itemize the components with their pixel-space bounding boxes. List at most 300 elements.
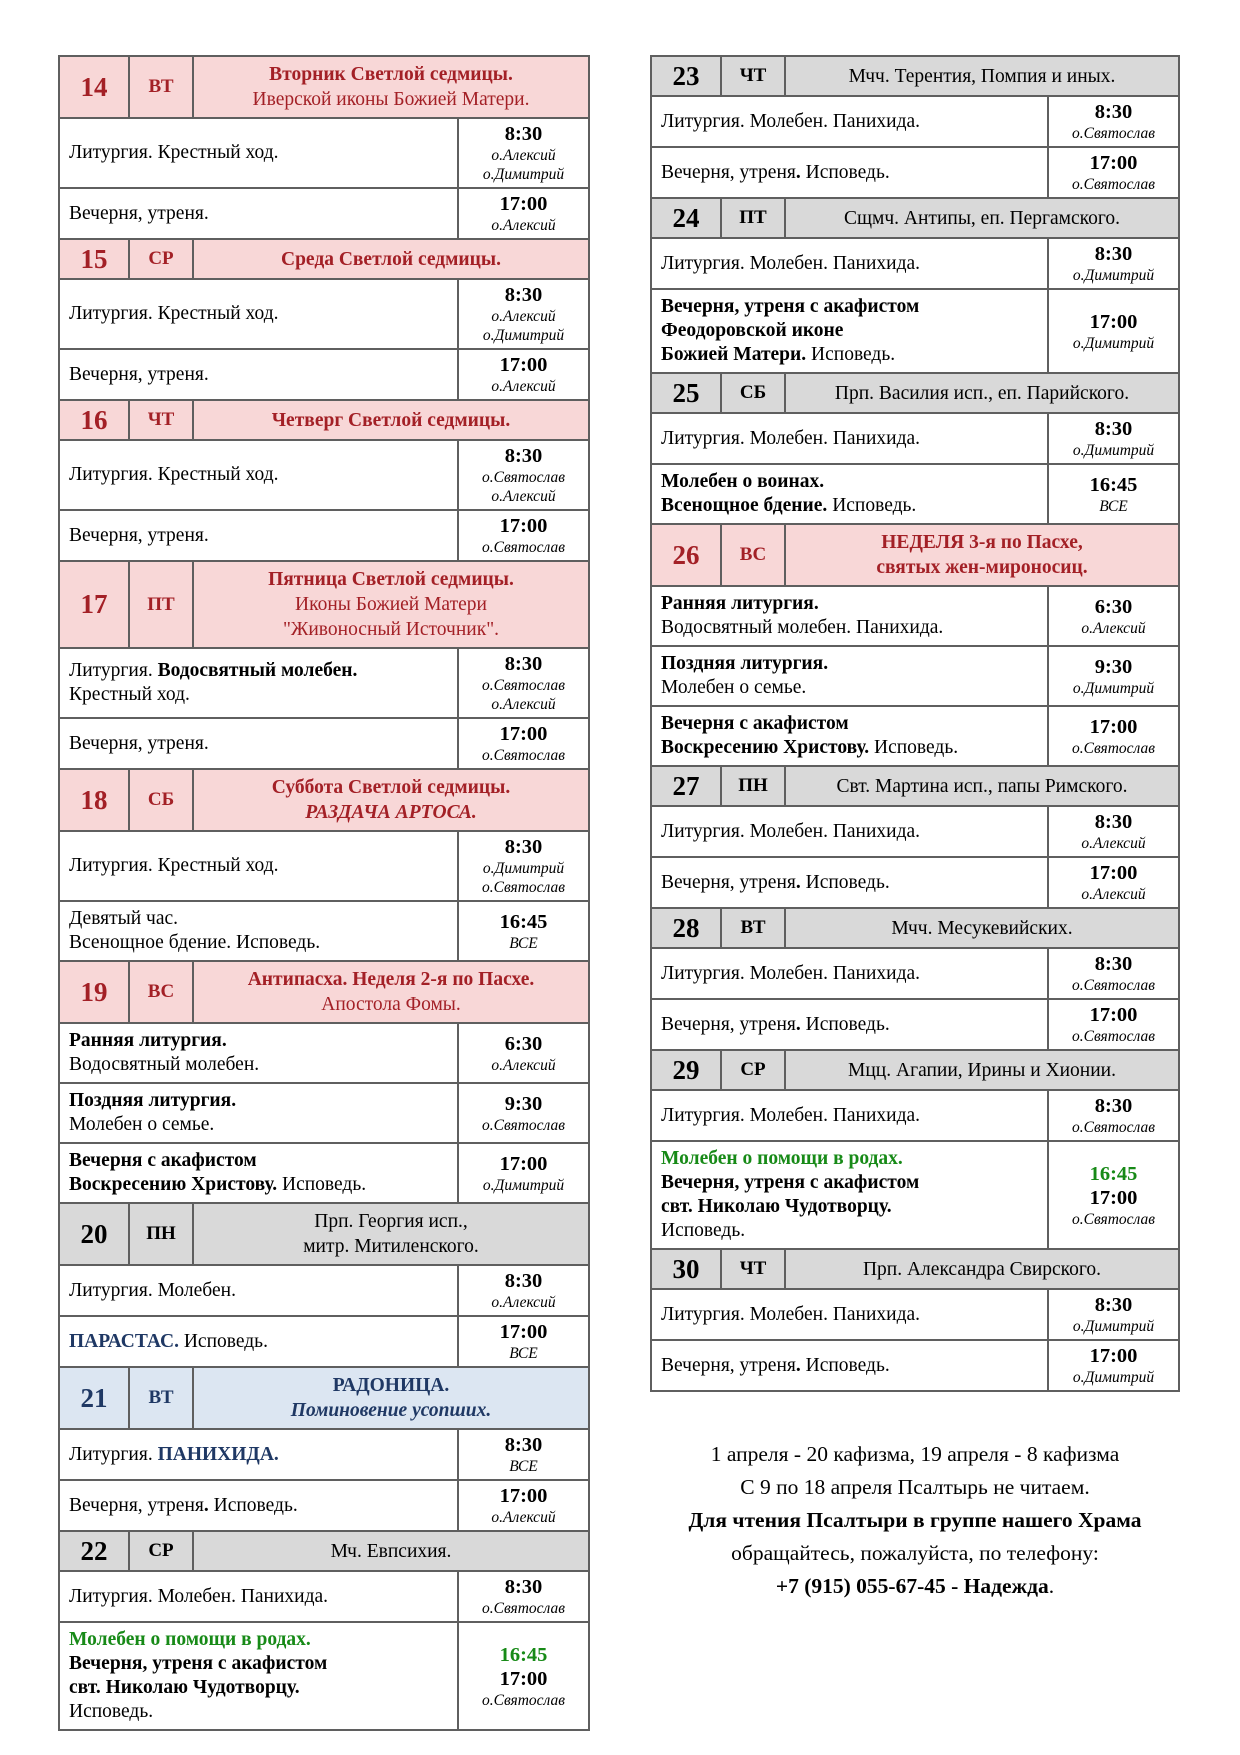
service-time [1047,707,1178,765]
weekday-cell: ВС [720,525,784,585]
feast-title-line [283,617,499,642]
text-segment: Водосвятный молебен. [157,660,358,681]
service-row [650,1339,1180,1392]
text-segment: . [1048,1574,1055,1598]
text-segment: Среда Светлой седмицы. [281,248,501,270]
service-priest: о.Святослав [482,879,565,896]
day-block-14 [58,55,590,240]
service-time [1047,949,1178,998]
service-desc-line [661,712,1041,736]
service-priest: ВСЕ [509,934,538,952]
service-time-value: 6:30 [1094,595,1133,618]
feast-title-line [281,247,501,272]
service-desc-line [69,907,451,931]
service-desc-line [69,141,451,165]
service-desc-line [69,1585,451,1609]
service-row [650,705,1180,767]
feast-title-line [272,775,510,800]
service-desc [652,647,1047,705]
service-time-value: 16:45 [1089,1162,1138,1185]
day-header [58,1366,590,1430]
service-desc-line [69,1700,451,1724]
text-segment: "Живоносный Источник". [282,619,500,640]
service-priest: о.Димитрий [1072,334,1155,352]
service-time [1047,1091,1178,1140]
feast-title-line [849,64,1116,89]
day-block-29 [650,1049,1180,1250]
text-segment: Мчч. Терентия, Помпия и иных. [848,65,1116,87]
service-desc-line [69,1652,451,1676]
text-segment: Литургия. Молебен. Панихида. [69,1585,329,1607]
service-time-value: 17:00 [499,1485,548,1507]
service-desc [652,1341,1047,1390]
service-row [650,856,1180,909]
text-segment: Прп. Александра Свирского. [862,1258,1102,1280]
service-priest: о.Святослав [482,539,565,556]
service-desc-line [69,732,451,756]
service-time-value: 8:30 [1094,1095,1133,1117]
service-priest: о.Алексий [1081,886,1146,903]
service-desc-line [69,463,451,487]
weekday-cell: СР [128,1532,192,1570]
weekday-cell: ПТ [128,562,192,647]
service-desc [652,290,1047,372]
service-priest: ВСЕ [1099,497,1128,515]
text-segment: Мч. Евпсихия. [330,1540,452,1562]
text-segment: Всенощное бдение. [661,495,828,516]
service-time [1047,465,1178,523]
day-block-18 [58,768,590,962]
date-cell: 14 [80,71,108,102]
service-desc-line [661,616,1041,640]
service-priest: о.Святослав [482,1691,565,1709]
feast-title-line [891,916,1072,941]
service-desc [652,858,1047,907]
service-priest: о.Святослав [1072,176,1155,193]
feast-title-line [876,555,1087,580]
feast-title-line [333,1373,450,1398]
text-segment: Антипасха. Неделя 2-я по Пасхе. [247,969,535,990]
service-desc [60,902,457,960]
service-time-value: 6:30 [504,1032,543,1055]
day-header [58,55,590,119]
day-header [58,768,590,832]
date-cell: 16 [80,404,108,435]
service-desc [652,1290,1047,1339]
weekday-cell: ВТ [128,1368,192,1428]
service-time [457,719,588,768]
service-desc-line [69,1053,451,1077]
feast-title [784,1250,1178,1288]
text-segment: РАДОНИЦА. [332,1375,450,1396]
service-desc [60,1481,457,1530]
service-time-value: 17:00 [1089,310,1138,333]
feast-title [784,1051,1178,1089]
service-desc-line [69,1089,451,1113]
text-segment: Исповедь. [800,871,890,893]
weekday-cell: ПТ [720,199,784,237]
service-time [1047,414,1178,463]
service-time [1047,97,1178,146]
service-time-value: 8:30 [1094,101,1133,123]
text-segment: С 9 по 18 апреля Псалтырь не читаем. [740,1475,1090,1499]
service-priest: о.Святослав [1072,1210,1155,1228]
service-time-value: 17:00 [499,193,548,215]
text-segment: 1 апреля - 20 кафизма, 19 апреля - 8 кафизма [710,1442,1120,1466]
service-time-value: 8:30 [1094,243,1133,265]
service-desc [652,949,1047,998]
day-header [650,1248,1180,1290]
feast-title [784,57,1178,95]
feast-title-line [303,1234,479,1259]
text-segment: Вечерня, утреня с акафистом [69,1653,328,1674]
service-time [457,1572,588,1621]
service-time [457,1144,588,1202]
service-time [457,1266,588,1315]
feast-title-line [331,1539,452,1564]
feast-title [192,1532,588,1570]
service-desc-line [69,854,451,878]
service-row [58,1621,590,1731]
feast-title-line [269,62,513,87]
service-desc [60,719,457,768]
service-time [1047,587,1178,645]
day-block-27 [650,765,1180,909]
service-row [58,1428,590,1481]
text-segment: Прп. Василия исп., еп. Парийского. [834,382,1130,404]
feast-title [192,1368,588,1428]
service-time [457,832,588,900]
text-segment: Исповедь. [178,1330,268,1352]
service-priest: о.Димитрий [482,166,565,183]
service-row [650,412,1180,465]
service-desc [652,1091,1047,1140]
text-segment: Литургия. Крестный ход. [69,303,279,324]
day-block-28 [650,907,1180,1051]
text-segment: Вечерня с акафистом [69,1150,257,1171]
service-priest: о.Святослав [1072,1028,1155,1045]
footer-line [650,1471,1180,1504]
day-block-15 [58,238,590,401]
service-desc [60,280,457,348]
footer-note [650,1438,1180,1603]
text-segment: +7 (915) 055-67-45 - Надежда [775,1574,1049,1598]
text-segment: Вечерня, утреня [661,1354,796,1376]
feast-title-line [248,967,535,992]
service-desc-line [661,1354,1041,1378]
service-row [58,439,590,511]
text-segment: обращайтесь, пожалуйста, по телефону: [731,1541,1099,1565]
service-time [457,1430,588,1479]
text-segment: Вечерня, утреня [661,161,796,183]
day-header [58,1202,590,1266]
feast-title [192,962,588,1022]
text-segment: Иверской иконы Божией Матери. [252,89,530,110]
service-time [457,280,588,348]
service-desc-line [661,470,1041,494]
service-desc-line [661,736,1041,760]
text-segment: Божией Матери. [661,344,807,365]
day-header [58,238,590,280]
text-segment: Молебен о помощи в родах. [661,1148,903,1169]
service-priest: о.Алексий [491,1056,556,1074]
feast-title [784,909,1178,947]
service-desc-line [69,1279,451,1303]
service-priest: о.Димитрий [1072,442,1155,459]
service-time-value: 8:30 [504,1434,543,1456]
text-segment: Сщмч. Антипы, еп. Пергамского. [843,207,1121,229]
text-segment: Литургия. Молебен. Панихида. [661,1303,921,1325]
date-cell: 28 [672,912,700,943]
feast-title [192,401,588,439]
service-row [58,1142,590,1204]
feast-title-line [305,800,477,825]
text-segment: Исповедь. [869,737,959,758]
feast-title [192,562,588,647]
service-priest: о.Димитрий [482,1176,565,1194]
service-time-value: 17:00 [499,354,548,376]
service-time [457,511,588,560]
service-row [58,1570,590,1623]
text-segment: Крестный ход. [69,684,190,705]
schedule-column-1 [58,55,590,1731]
service-desc-line [661,343,1041,367]
text-segment: Воскресению Христову. [661,737,870,758]
service-desc-line [661,592,1041,616]
text-segment: . [795,871,801,893]
feast-title-line [881,530,1082,555]
date-cell: 20 [80,1218,108,1249]
feast-title-line [863,1257,1101,1282]
service-time-value: 17:00 [499,723,548,745]
service-time-value: 17:00 [499,1667,548,1690]
service-priest: о.Святослав [482,747,565,764]
weekday-cell: ЧТ [128,401,192,439]
service-desc-line [661,676,1041,700]
text-segment: Водосвятный молебен. [69,1054,260,1075]
text-segment: Феодоровской иконе [661,320,844,341]
day-block-22 [58,1530,590,1731]
service-time-value: 17:00 [1089,715,1138,738]
weekday-cell: СБ [128,770,192,830]
service-priest: о.Святослав [1072,739,1155,757]
service-time [457,1317,588,1366]
day-header [650,907,1180,949]
text-segment: Всенощное бдение. Исповедь. [69,932,321,953]
service-desc-line [69,202,451,226]
text-segment: РАЗДАЧА АРТОСА. [305,802,477,823]
service-priest: о.Святослав [482,1600,565,1617]
service-time [457,189,588,238]
day-block-19 [58,960,590,1204]
text-segment: Ранняя литургия. [69,1030,227,1051]
service-time-value: 8:30 [504,836,543,858]
service-desc-line [661,962,1041,986]
service-row [58,717,590,770]
text-segment: Литургия. Молебен. Панихида. [661,427,921,449]
weekday-cell: ПН [128,1204,192,1264]
date-cell: 17 [80,589,108,619]
service-desc-line [69,1173,451,1197]
text-segment: Вечерня, утреня [661,871,796,893]
service-desc [652,465,1047,523]
text-segment: Воскресению Христову. [69,1174,278,1195]
service-desc [60,350,457,399]
service-priest: о.Святослав [1072,1119,1155,1136]
text-segment: Водосвятный молебен. Панихида. [661,617,944,638]
text-segment: Вечерня, утреня. [69,732,209,754]
day-block-24 [650,197,1180,374]
text-segment: Литургия. Крестный ход. [69,142,279,163]
service-time [1047,1000,1178,1049]
day-block-30 [650,1248,1180,1392]
text-segment: Литургия. Молебен. Панихида. [661,820,921,842]
text-segment: свт. Николаю Чудотворцу. [661,1196,892,1217]
text-segment: Вечерня, утреня с акафистом [661,1172,920,1193]
text-segment: Исповедь. [661,1220,746,1241]
feast-title-line [253,87,530,112]
service-row [58,348,590,401]
feast-title-line [321,992,461,1017]
service-time-value: 17:00 [499,515,548,537]
service-desc-line [661,1219,1041,1243]
service-time [457,1481,588,1530]
service-desc-line [661,1171,1041,1195]
footer-line [650,1537,1180,1570]
service-desc [652,707,1047,765]
service-desc [652,414,1047,463]
service-desc-line [661,1147,1041,1171]
service-desc [652,807,1047,856]
service-time [1047,148,1178,197]
service-priest: о.Димитрий [1072,679,1155,697]
text-segment: Девятый час. [69,908,179,929]
service-row [650,585,1180,647]
service-time-value: 17:00 [1089,152,1138,174]
service-row [650,1140,1180,1250]
service-row [58,1022,590,1084]
service-time [457,1024,588,1082]
service-priest: о.Святослав [1072,977,1155,994]
service-desc-line [69,931,451,955]
service-priest: о.Димитрий [1072,1318,1155,1335]
text-segment: Молебен о воинах. [661,471,825,492]
service-desc-line [69,363,451,387]
text-segment: Исповедь. [208,1494,298,1516]
service-desc-line [69,683,451,707]
weekday-cell: ВС [128,962,192,1022]
day-block-23 [650,55,1180,199]
service-desc [60,1572,457,1621]
service-row [650,95,1180,148]
service-desc [652,148,1047,197]
day-header [58,1530,590,1572]
service-desc-line [661,1303,1041,1327]
text-segment: . [795,161,801,183]
service-desc-line [661,871,1041,895]
feast-title-line [314,1209,468,1234]
service-desc-line [661,494,1041,518]
service-time [457,1084,588,1142]
service-time-value: 8:30 [504,1576,543,1598]
day-header [650,372,1180,414]
service-desc [60,1317,457,1366]
feast-title-line [291,1398,491,1423]
service-priest: о.Святослав [482,677,565,694]
date-cell: 22 [80,1535,108,1566]
text-segment: Вечерня, утреня [661,1013,796,1035]
service-desc-line [661,1195,1041,1219]
text-segment: Литургия. Молебен. Панихида. [661,110,921,132]
service-priest: о.Алексий [491,1294,556,1311]
service-desc [60,119,457,187]
service-priest: о.Алексий [491,1509,556,1526]
service-desc [60,441,457,509]
service-desc-line [69,302,451,326]
date-cell: 26 [672,539,700,570]
service-desc [60,832,457,900]
text-segment: Мчч. Месукевийских. [891,917,1073,939]
service-desc-line [661,110,1041,134]
date-cell: 29 [672,1054,700,1085]
day-header [650,765,1180,807]
service-priest: о.Алексий [1081,835,1146,852]
service-time-value: 17:00 [499,1321,548,1343]
feast-title [192,770,588,830]
text-segment: Пятница Светлой седмицы. [268,569,514,590]
service-row [58,509,590,562]
date-cell: 19 [80,976,108,1007]
text-segment: Ранняя литургия. [661,593,819,614]
service-time-value: 8:30 [504,1270,543,1292]
service-time-value: 8:30 [1094,418,1133,440]
day-header [58,560,590,649]
day-block-25 [650,372,1180,525]
service-desc [60,1623,457,1729]
footer-line [650,1438,1180,1471]
date-cell: 30 [672,1253,700,1284]
service-time-value: 9:30 [1094,655,1133,678]
text-segment: Апостола Фомы. [321,994,461,1015]
feast-title [784,525,1178,585]
feast-title [784,374,1178,412]
text-segment: свт. Николаю Чудотворцу. [69,1677,300,1698]
feast-title [192,240,588,278]
date-cell: 18 [80,784,108,815]
day-block-20 [58,1202,590,1368]
service-time [457,1623,588,1729]
service-time-value: 8:30 [1094,811,1133,833]
service-row [58,278,590,350]
service-time-value: 17:00 [1089,862,1138,884]
service-time [1047,807,1178,856]
service-desc [60,1430,457,1479]
text-segment: Исповедь. [800,1013,890,1035]
service-desc [652,1000,1047,1049]
service-desc [60,1084,457,1142]
text-segment: Вечерня, утреня. [69,524,209,546]
service-row [650,237,1180,290]
date-cell: 21 [80,1382,108,1413]
weekday-cell: СР [128,240,192,278]
service-priest: о.Алексий [491,308,556,325]
service-desc-line [69,1149,451,1173]
service-desc-line [69,1113,451,1137]
service-desc [652,239,1047,288]
service-time [1047,1290,1178,1339]
text-segment: Молебен о семье. [69,1114,215,1135]
service-desc-line [661,295,1041,319]
